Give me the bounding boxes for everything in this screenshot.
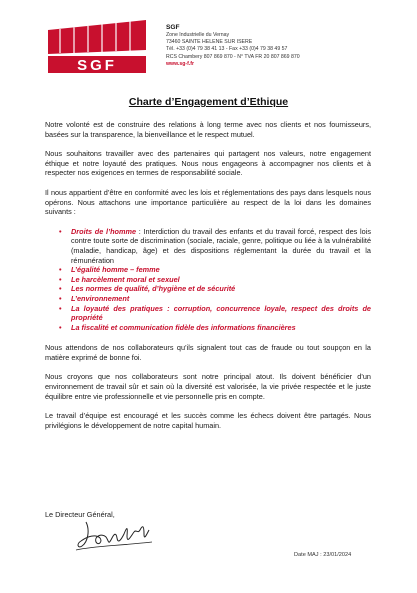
list-item: • Droits de l’homme : Interdiction du travail des enfants et du travail forcé, respect des lois contre toute sorte de discrimination (sociale, raciale, genre, politique ou liée à la vulnérabilité (maladie, handicap, âge) et des dispositions réglementant la durée du travail et la rémunération	[71, 227, 371, 265]
list-item: • Le harcèlement moral et sexuel	[71, 275, 371, 285]
paragraph-partners: Nous souhaitons travailler avec des partenaires qui partagent nos valeurs, notre engagement éthique et notre loyauté des pratiques. Nous nous engageons à accompagner nos clients et à respecter nos exigences en termes de responsabilité sociale.	[45, 149, 371, 178]
paragraph-employees: Nous croyons que nos collaborateurs sont notre principal atout. Ils doivent bénéficier d’un environnement de travail sûr et sain où la diversité est valorisée, la vie privée respectée et le juste équilibre entre vie professionnelle et vie personnelle pris en compte.	[45, 372, 371, 401]
paragraph-fraud: Nous attendons de nos collaborateurs qu’ils signalent tout cas de fraude ou tout soupçon en la matière exprimé de bonne foi.	[45, 343, 371, 362]
list-item: • La fiscalité et communication fidèle des informations financières	[71, 323, 371, 333]
update-date: Date MAJ : 23/01/2024	[294, 552, 352, 558]
paragraph-relations: Notre volonté est de construire des relations à long terme avec nos clients et nos fournisseurs, basées sur la transparence, la bienveillance et le respect mutuel.	[45, 120, 371, 139]
list-item: • Les normes de qualité, d’hygiène et de sécurité	[71, 284, 371, 294]
website-link[interactable]: www.sg-f.fr	[166, 60, 195, 67]
company-info	[166, 23, 300, 68]
handwritten-signature	[72, 516, 158, 556]
list-item: • L’environnement	[71, 294, 371, 304]
paragraph-teamwork: Le travail d’équipe est encouragé et les succès comme les échecs doivent être partagés. Nous privilégions le développement de notre capital humain.	[45, 411, 371, 430]
city-line: 73460 SAINTE HELENE SUR ISERE	[166, 39, 253, 46]
domains-list	[45, 227, 371, 333]
logo-text: SGF	[77, 57, 117, 74]
document-title: Charte d’Engagement d’Ethique	[128, 96, 289, 108]
list-item: • La loyauté des pratiques : corruption, concurrence loyale, respect des droits de propriété	[71, 304, 371, 323]
paragraph-compliance: Il nous appartient d’être en conformité avec les lois et réglementations des pays dans lesquels nous opérons. Nous attachons une importance particulière au respect de la loi dans les domaines suivants :	[45, 187, 371, 217]
rcs-line: RCS Chambery 807 869 870 - N° TVA FR 20 807 869 870	[166, 53, 300, 60]
company-name: SGF	[166, 24, 180, 31]
address-line: Zone Industrielle du Vernay	[166, 32, 230, 38]
phone-line: Tél. +33 (0)4 79 38 41 13 - Fax +33 (0)4 79 38 49 57	[166, 46, 288, 53]
signer-title: Le Directeur Général,	[45, 510, 115, 519]
company-logo	[42, 20, 152, 74]
document-body	[45, 120, 371, 440]
list-item: • L’égalité homme – femme	[71, 265, 371, 275]
